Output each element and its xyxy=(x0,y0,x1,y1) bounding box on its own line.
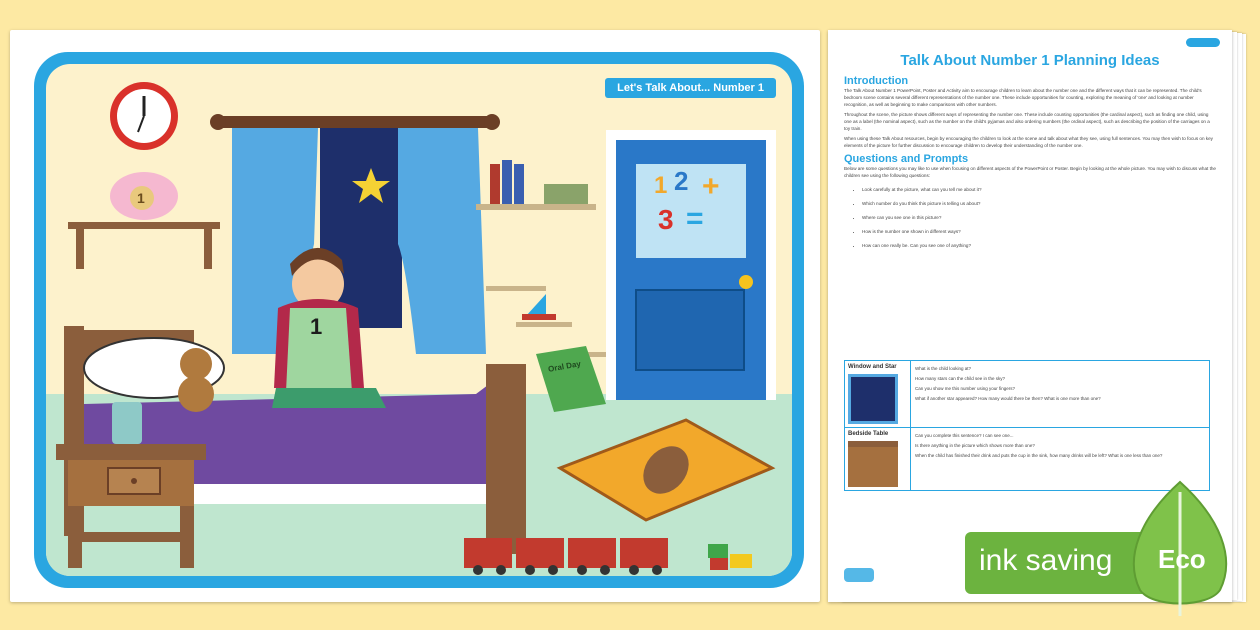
piggy-bank-shelf xyxy=(68,172,220,269)
question-list xyxy=(862,183,1216,253)
intro-paragraph-3: When using these Talk About resources, begin by encouraging the children to look at the scene and talk about what they see, using full sentences. You may then wish to focus on key elements of the picture for further discussion to encourage children to develop their understanding of the number one. xyxy=(844,136,1213,148)
ink-saving-label: ink saving xyxy=(979,544,1113,577)
intro-paragraph-2: Throughout the scene, the picture shows different ways of representing the number one. These include counting opportunities (the cardinal aspect), such as finding one child, using one as a label (the nominal aspect), such as the number on the child's pyjamas and also ordering numbers (the ordinal aspect), such as describing the position of the carriages on a toy train. xyxy=(844,112,1210,131)
curtain-rod xyxy=(216,116,494,128)
poster-title-tag: Let's Talk About... Number 1 xyxy=(605,78,776,98)
toy-train-icon xyxy=(464,538,668,575)
clock-icon xyxy=(110,82,178,150)
boat-icon xyxy=(526,294,546,316)
right-curtain xyxy=(398,128,486,354)
scene-illustration xyxy=(46,64,792,576)
svg-text:1: 1 xyxy=(137,190,145,206)
intro-heading: Introduction xyxy=(844,75,909,87)
toy-shelf xyxy=(486,286,546,291)
rug xyxy=(560,420,772,520)
table-row-label: Bedside Table xyxy=(845,428,911,490)
questions-paragraph: Below are some questions you may like to use when focusing on different aspects of the PowerPoint or Poster. Begin by looking at the whole picture. You may wish to discuss what the children see using the following questions: xyxy=(844,166,1216,178)
question-item: • How can one really be. Can you see one of anything? xyxy=(862,239,1216,253)
shirt-number: 1 xyxy=(310,314,323,339)
blocks-icon xyxy=(708,544,752,570)
poster-frame xyxy=(34,52,804,588)
question-item: • Look carefully at the picture, what can you tell me about it? xyxy=(862,183,1216,197)
document-title: Talk About Number 1 Planning Ideas xyxy=(900,52,1160,69)
door-knob xyxy=(739,275,753,289)
magnet-number-2: 2 xyxy=(674,166,689,196)
table-thumbnail xyxy=(848,441,898,487)
bedroom-scene xyxy=(46,64,792,576)
magnet-plus: + xyxy=(702,170,720,203)
eco-leaf-label: Eco xyxy=(1158,544,1206,574)
footer-logo-icon xyxy=(844,568,874,582)
cup-icon xyxy=(112,402,142,444)
magnet-number-3: 3 xyxy=(658,204,674,235)
window-thumbnail xyxy=(848,374,898,424)
question-item: • How is the number one shown in different ways? xyxy=(862,225,1216,239)
questions-heading: Questions and Prompts xyxy=(844,153,969,165)
question-item: • Where can you see one in this picture? xyxy=(862,211,1216,225)
magnet-equals: = xyxy=(686,202,704,235)
poster-preview[interactable] xyxy=(10,30,820,602)
table-row-content: Can you complete this sentence? I can see one... Is there anything in the picture which shows more than one? When the child has finished their drink and puts the cup in the sink, how many drinks will be left? What is one less than one? xyxy=(915,433,1163,458)
table-row xyxy=(845,361,1209,428)
intro-paragraph-1: The Talk About Number 1 PowerPoint, Poster and Activity aim to encourage children to learn about the number one and the different ways that it can be represented. The child's bedroom scene contains several different representations of the number one. These include opportunities for counting, exploring the meaning of 'one' and looking at number recognition, as well as beginning to make comparisons with other numbers. xyxy=(844,88,1202,107)
prompts-table xyxy=(844,360,1210,491)
book-title: Oral Day xyxy=(547,359,582,374)
question-item: • Which number do you think this picture is telling us about? xyxy=(862,197,1216,211)
bookshelf xyxy=(476,160,596,210)
magnet-number-1: 1 xyxy=(654,172,668,199)
table-row-label: Window and Star xyxy=(845,361,911,427)
brand-logo-icon xyxy=(1186,38,1220,47)
table-row-content: What is the child looking at? How many stars can the child see in the sky? Can you show me this number using your fingers? What if another star appeared? How many would there be then? What is one more than one? xyxy=(915,366,1101,401)
